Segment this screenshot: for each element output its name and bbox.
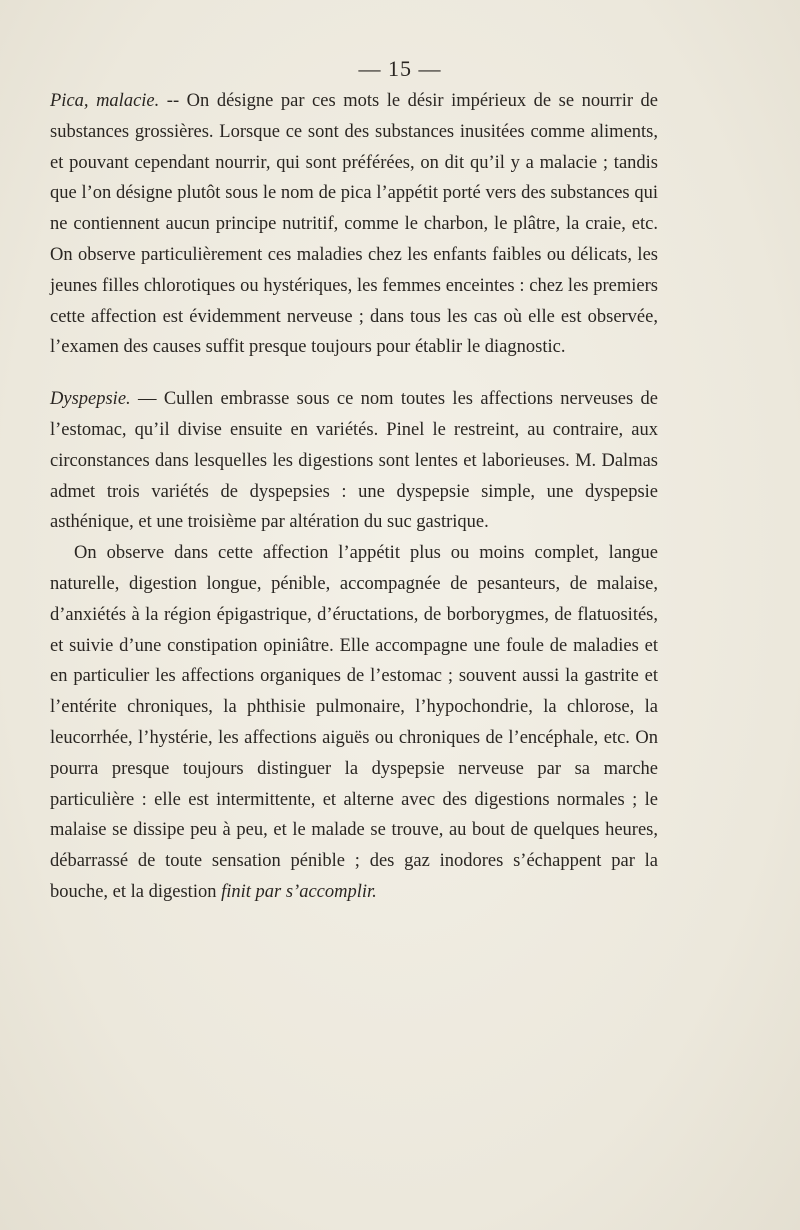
- paragraph-text: -- On désigne par ces mots le désir impérieux de se nourrir de substances grossières. Lorsque ce sont des substances inusitées comme aliments, et pouvant cependant nourrir, qui sont préférées, on dit qu’il y a malacie ; tandis que l’on désigne plutôt sous le nom de pica l’appétit porté vers des substances qui ne contiennent aucun principe nutritif, comme le charbon, le plâtre, la craie, etc. On observe particulièrement ces maladies chez les enfants faibles ou délicats, les jeunes filles chlorotiques ou hystériques, les femmes enceintes : chez les premiers cette affection est évidemment nerveuse ; dans tous les cas où elle est observée, l’examen des causes suffit presque toujours pour établir le diagnostic.: [50, 91, 659, 358]
- entry-heading-pica-malacie: Pica, malacie.: [50, 91, 160, 111]
- paragraph-dyspepsie: [50, 384, 658, 538]
- entry-heading-dyspepsie: Dyspepsie.: [50, 389, 131, 410]
- paragraph-text: On observe dans cette affection l’appétit plus ou moins complet, langue naturelle, digestion longue, pénible, accompagnée de pesanteurs, de malaise, d’anxiétés à la région épigastrique, d’éructations, de borborygmes, de flatuosités, et suivie d’une constipation opiniâtre. Elle accompagne une foule de maladies et en particulier les affections organiques de l’estomac ; souvent aussi la gastrite et l’entérite chroniques, la phthisie pulmonaire, l’hypochondrie, la chlorose, la leucorrhée, l’hystérie, les affections aiguës ou chroniques de l’encéphale, etc. On pourra presque toujours distinguer la dyspepsie nerveuse par sa marche particulière : elle est intermittente, et alterne avec des digestions normales ; le malaise se dissipe peu à peu, et le malade se trouve, au bout de quelques heures, débarrassé de toute sensation pénible ; des gaz inodores s’échappent par la bouche, et la digestion: [50, 543, 658, 902]
- body-text: [50, 86, 658, 908]
- paragraph-pica-malacie: [50, 86, 658, 363]
- page-number: — 15 —: [358, 56, 442, 81]
- paragraph-dyspepsie-symptoms: [50, 538, 658, 908]
- paragraph-ending-italic: finit par s’accomplir.: [221, 881, 377, 902]
- paragraph-text: — Cullen embrasse sous ce nom toutes les affections nerveuses de l’estomac, qu’il divise ensuite en variétés. Pinel le restreint, au contraire, aux circonstances dans lesquelles les digestions sont lentes et laborieuses. M. Dalmas admet trois variétés de dyspepsies : une dyspepsie simple, une dyspepsie asthénique, et une troisième par altération du suc gastrique.: [50, 389, 658, 533]
